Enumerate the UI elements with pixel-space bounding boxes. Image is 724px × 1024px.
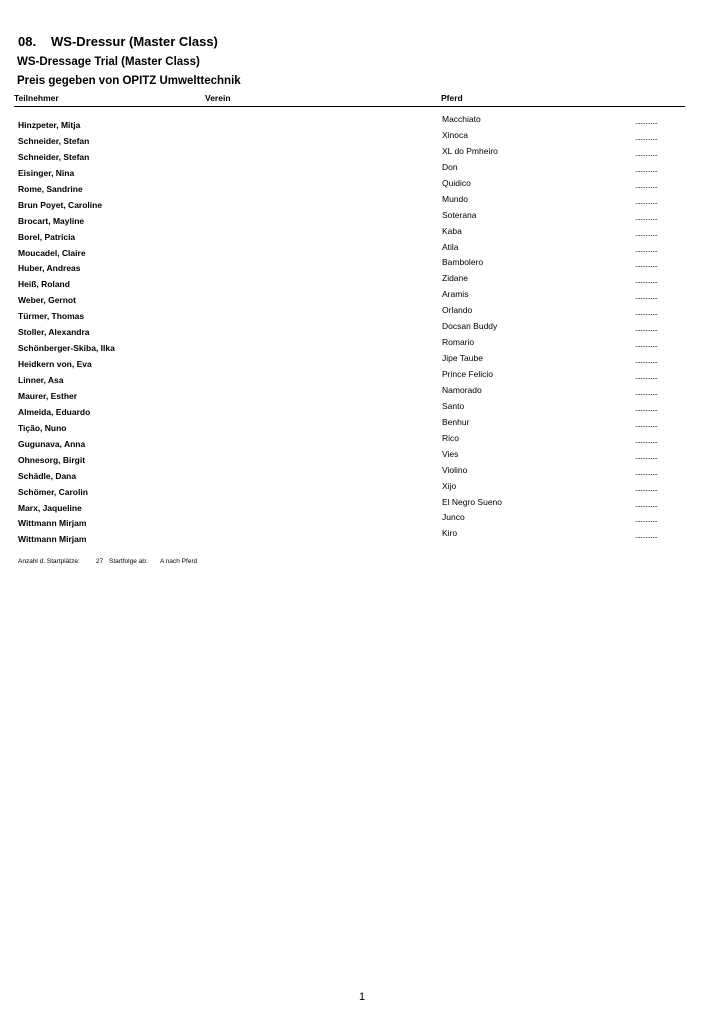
rider-name: Linner, Asa [18, 375, 64, 385]
score-placeholder: ............. [635, 467, 658, 477]
rider-name: Brocart, Mayline [18, 215, 85, 226]
column-header-club: Verein [205, 93, 231, 103]
column-header-horse: Pferd [441, 93, 463, 103]
score-placeholder: ............. [635, 117, 658, 126]
rider-name: Türmer, Thomas [18, 311, 85, 322]
rider-name: Almeida, Eduardo [18, 406, 91, 417]
table-row [0, 305, 724, 321]
rider-name: Schömer, Carolin [18, 486, 88, 497]
score-placeholder: ............. [635, 515, 658, 525]
horse-name: Namorado [442, 384, 482, 395]
horse-name: Junco [442, 512, 465, 523]
horse-name: Prince Felicio [442, 369, 494, 379]
score-placeholder: ............. [635, 324, 658, 334]
table-row [0, 146, 724, 162]
horse-name: Violino [442, 464, 468, 475]
table-row [0, 321, 724, 337]
rider-name: Schädle, Dana [18, 470, 77, 481]
table-row [0, 385, 724, 401]
score-placeholder: ............. [635, 403, 658, 413]
score-placeholder: ............. [635, 387, 658, 397]
footer-count-label: Anzahl d. Startplätze: [18, 558, 80, 565]
rider-name: Heidkern von, Eva [18, 359, 92, 370]
horse-name: Aramis [442, 289, 469, 300]
horse-name: Kiro [442, 528, 458, 539]
start-list [0, 114, 724, 544]
footer-count-value: 27 [96, 558, 104, 565]
rider-name: Tição, Nuno [18, 422, 67, 433]
table-row [0, 162, 724, 178]
score-placeholder: ............. [635, 372, 658, 381]
score-placeholder: ............. [635, 276, 658, 286]
score-placeholder: ............. [635, 244, 658, 254]
horse-name: Xinoca [442, 129, 468, 140]
rider-name: Wittmann Mirjam [18, 518, 87, 529]
table-row [0, 369, 724, 385]
table-row [0, 257, 724, 273]
column-header-participant: Teilnehmer [14, 93, 59, 103]
horse-name: Quidico [442, 177, 471, 188]
table-row [0, 433, 724, 449]
table-row [0, 178, 724, 194]
horse-name: Santo [442, 400, 465, 411]
table-row [0, 481, 724, 497]
rider-name: Wittmann Mirjam [18, 534, 87, 545]
rider-name: Heiß, Roland [18, 279, 70, 290]
event-title: WS-Dressur (Master Class) [51, 34, 218, 49]
table-row [0, 114, 724, 130]
score-placeholder: ............. [635, 451, 658, 461]
score-placeholder: ............. [635, 196, 658, 206]
rider-name: Hinzpeter, Mitja [18, 120, 81, 130]
score-placeholder: ............. [635, 212, 658, 222]
horse-name: Docsan Buddy [442, 321, 498, 332]
score-placeholder: ............. [635, 308, 658, 318]
rider-name: Borel, Patricia [18, 231, 76, 242]
rider-name: Schneider, Stefan [18, 135, 90, 146]
horse-name: Atila [442, 241, 459, 252]
score-placeholder: ............. [635, 419, 658, 429]
rider-name: Weber, Gernot [18, 295, 76, 306]
rider-name: Gugunava, Anna [18, 438, 86, 449]
rider-name: Schneider, Stefan [18, 151, 90, 162]
table-row [0, 226, 724, 242]
horse-name: Don [442, 161, 458, 172]
horse-name: Zidane [442, 273, 468, 284]
rider-name: Stoller, Alexandra [18, 327, 90, 338]
horse-name: Mundo [442, 193, 468, 204]
table-row [0, 242, 724, 258]
score-placeholder: ............. [635, 132, 658, 142]
table-row [0, 130, 724, 146]
horse-name: Jipe Taube [442, 353, 483, 364]
horse-name: Vies [442, 448, 459, 459]
rider-name: Huber, Andreas [18, 263, 81, 274]
page-number: 1 [359, 991, 366, 1003]
rider-name: Moucadel, Claire [18, 247, 86, 258]
horse-name: Orlando [442, 305, 473, 316]
table-row [0, 353, 724, 369]
score-placeholder: ............. [635, 499, 658, 509]
score-placeholder: ............. [635, 260, 658, 270]
score-placeholder: ............. [635, 435, 658, 445]
score-placeholder: ............. [635, 228, 658, 238]
horse-name: Romario [442, 337, 475, 348]
score-placeholder: ............. [635, 340, 658, 350]
event-number: 08. [18, 34, 37, 49]
horse-name: Bambolero [442, 257, 484, 268]
score-placeholder: ............. [635, 292, 658, 302]
footer-order-label: Startfolge ab: [109, 558, 148, 565]
event-subtitle: WS-Dressage Trial (Master Class) [17, 56, 200, 68]
table-row [0, 512, 724, 528]
table-row [0, 401, 724, 417]
table-row [0, 210, 724, 226]
score-placeholder: ............. [635, 483, 658, 493]
table-row [0, 289, 724, 305]
horse-name: Xijo [442, 480, 457, 491]
rider-name: Eisinger, Nina [18, 167, 75, 178]
table-row [0, 273, 724, 289]
table-row [0, 528, 724, 544]
table-row [0, 449, 724, 465]
rider-name: Ohnesorg, Birgit [18, 454, 86, 465]
horse-name: El Negro Sueno [442, 496, 503, 507]
horse-name: Kaba [442, 225, 462, 236]
table-row [0, 194, 724, 210]
horse-name: Soterana [442, 209, 477, 220]
table-row [0, 465, 724, 481]
horse-name: XL do Pmheiro [442, 145, 498, 156]
rider-name: Rome, Sandrine [18, 183, 83, 194]
rider-name: Maurer, Esther [18, 390, 78, 401]
rider-name: Brun Poyet, Caroline [18, 199, 103, 210]
table-row [0, 497, 724, 513]
header-divider [14, 106, 685, 107]
score-placeholder: ............. [635, 531, 658, 541]
horse-name: Macchiato [442, 114, 481, 124]
sponsor-line: Preis gegeben von OPITZ Umwelttechnik [17, 75, 241, 87]
horse-name: Benhur [442, 416, 470, 427]
horse-name: Rico [442, 432, 460, 443]
footer-order-value: A nach Pferd [160, 558, 198, 565]
table-row [0, 337, 724, 353]
score-placeholder: ............. [635, 180, 658, 190]
rider-name: Marx, Jaqueline [18, 502, 82, 513]
score-placeholder: ............. [635, 164, 658, 174]
score-placeholder: ............. [635, 356, 658, 366]
table-row [0, 417, 724, 433]
rider-name: Schönberger-Skiba, Ilka [18, 343, 115, 354]
score-placeholder: ............. [635, 148, 658, 158]
